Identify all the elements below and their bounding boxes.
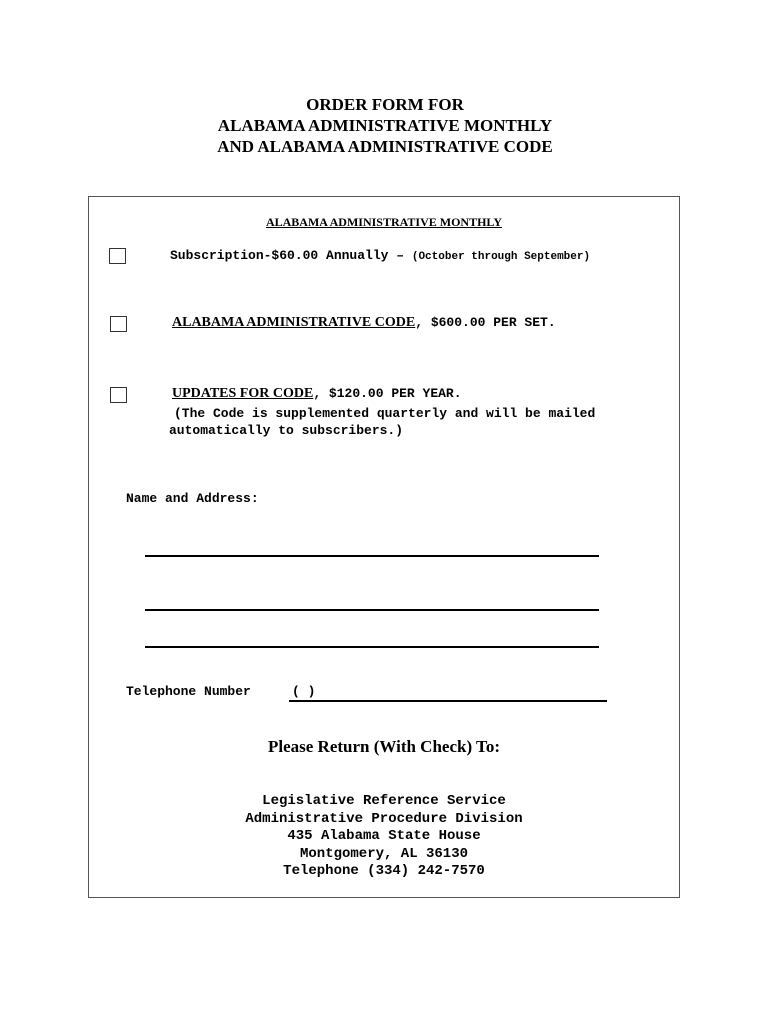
- return-address: [89, 793, 679, 881]
- address-line-3[interactable]: [145, 646, 599, 648]
- address-line-2[interactable]: [145, 609, 599, 611]
- address-division: Administrative Procedure Division: [245, 810, 523, 827]
- code-set-option: [172, 315, 556, 331]
- address-street: 435 Alabama State House: [287, 828, 481, 844]
- code-set-checkbox[interactable]: [110, 316, 127, 332]
- code-set-name: ALABAMA ADMINISTRATIVE CODE: [172, 315, 416, 330]
- section-heading: ALABAMA ADMINISTRATIVE MONTHLY: [265, 215, 503, 229]
- address-line-1[interactable]: [145, 555, 599, 557]
- address-phone: Telephone (334) 242-7570: [283, 863, 485, 879]
- title-line-2: ALABAMA ADMINISTRATIVE MONTHLY: [217, 116, 553, 135]
- updates-checkbox[interactable]: [110, 387, 127, 403]
- telephone-line[interactable]: [289, 700, 607, 702]
- order-form-box: [88, 196, 680, 898]
- updates-option: [172, 386, 462, 402]
- form-title: [0, 94, 770, 157]
- name-address-label: Name and Address:: [126, 491, 259, 506]
- updates-name: UPDATES FOR CODE: [172, 386, 314, 401]
- telephone-area-code: ( ): [292, 684, 316, 699]
- return-heading: Please Return (With Check) To:: [267, 737, 500, 756]
- subscription-period: (October through September): [411, 251, 591, 263]
- address-org: Legislative Reference Service: [262, 793, 506, 809]
- updates-note-line-2: automatically to subscribers.): [169, 423, 404, 438]
- updates-note-line-1: (The Code is supplemented quarterly and will be mailed: [174, 406, 596, 421]
- title-line-1: ORDER FORM FOR: [306, 95, 464, 114]
- subscription-label: Subscription-$60.00 Annually –: [170, 248, 405, 263]
- subscription-option: [170, 248, 590, 263]
- address-city: Montgomery, AL 36130: [299, 845, 469, 862]
- code-set-price: , $600.00 PER SET.: [415, 315, 556, 330]
- subscription-checkbox[interactable]: [109, 248, 126, 264]
- title-line-3: AND ALABAMA ADMINISTRATIVE CODE: [217, 137, 553, 156]
- telephone-label: Telephone Number: [126, 684, 251, 699]
- updates-price: , $120.00 PER YEAR.: [313, 386, 462, 401]
